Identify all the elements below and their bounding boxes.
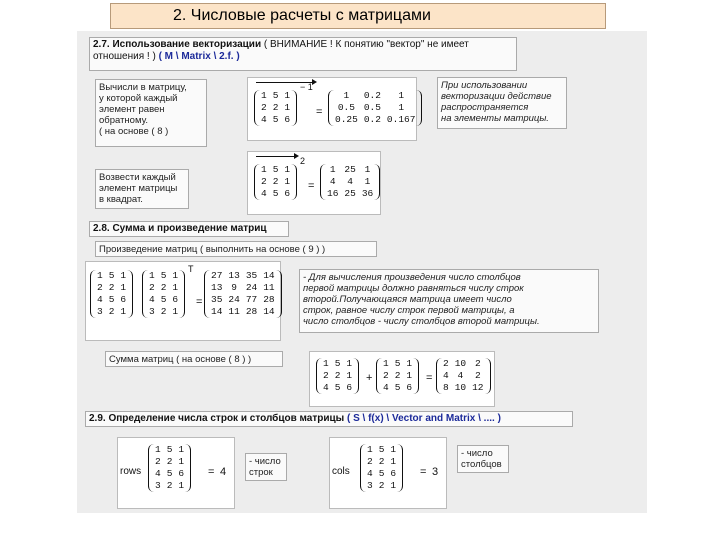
matrix-cell: 25 <box>344 164 356 175</box>
matrix-cell: 6 <box>346 382 353 393</box>
base-matrix <box>316 358 359 394</box>
vector-note-line: распространяется <box>441 102 529 113</box>
section-2-7-header <box>89 37 517 71</box>
cols-label <box>457 445 509 473</box>
matrix-cell: 25 <box>344 188 356 199</box>
matrix-cell: 3 <box>367 480 373 491</box>
plus-sign: + <box>366 372 373 384</box>
matrix-cell: 2 <box>367 456 373 467</box>
matrix-cell: 1 <box>398 102 405 113</box>
product-rule-line: число столбцов - числу столбцов второй матрицы. <box>303 316 540 327</box>
rows-result: 4 <box>220 466 227 478</box>
matrix-cell: 4 <box>323 382 329 393</box>
matrix-cell: 0.2 <box>363 114 381 125</box>
cols-result: 3 <box>432 466 439 478</box>
product-note-text: Произведение матриц ( выполнить на основе ( 9 ) ) <box>99 244 326 255</box>
section-2-8-header <box>89 221 289 237</box>
matrix-cell: 1 <box>120 306 127 317</box>
matrix-cell: 10 <box>454 358 467 369</box>
matrix-cell: 2 <box>155 456 161 467</box>
matrix-cell: 2 <box>272 102 279 113</box>
matrix-cell: 77 <box>245 294 258 305</box>
matrix-cell: 1 <box>390 456 397 467</box>
matrix-cell: 0.5 <box>363 102 381 113</box>
equals-sign: = <box>420 466 427 478</box>
rows-function: rows <box>120 466 142 477</box>
matrix-cell: 2 <box>261 102 267 113</box>
square-note-line: элемент матрицы <box>99 183 178 194</box>
equals-sign: = <box>308 180 315 192</box>
matrix-cell: 1 <box>261 164 267 175</box>
matrix-cell: 4 <box>457 370 464 381</box>
inverse-note-line: у которой каждый <box>99 93 178 104</box>
matrix-cell: 1 <box>346 358 353 369</box>
matrix-cell: 9 <box>231 282 237 293</box>
matrix-cell: 5 <box>334 382 341 393</box>
matrix-cell: 4 <box>367 468 373 479</box>
matrix-cell: 2 <box>323 370 329 381</box>
matrix-cell: 6 <box>390 468 397 479</box>
matrix-cell: 1 <box>383 358 389 369</box>
inverse-note <box>95 79 207 147</box>
matrix-cell: 5 <box>108 294 115 305</box>
vector-note-line: При использовании <box>441 80 528 91</box>
matrix-cell: 4 <box>329 176 336 187</box>
section-2-7-hint: ( M \ Matrix \ 2.f. ) <box>158 51 240 62</box>
matrix-cell: 3 <box>155 480 161 491</box>
matrix-cell: 2 <box>334 370 341 381</box>
matrix-cell: 1 <box>406 370 413 381</box>
section-2-7-note-cont: отношения ! ) <box>93 51 159 62</box>
equals-sign: = <box>196 296 203 308</box>
matrix-cell: 6 <box>284 188 291 199</box>
rows-label-line: - число <box>249 456 281 467</box>
matrix-cell: 1 <box>120 270 127 281</box>
matrix-cell: 5 <box>378 468 385 479</box>
matrix-cell: 5 <box>334 358 341 369</box>
product-rule-line: первой матрицы должно равняться числу строк <box>303 283 524 294</box>
transpose-mark: T <box>188 264 194 274</box>
matrix-cell: 4 <box>261 188 267 199</box>
matrix-cell: 1 <box>367 444 373 455</box>
rows-label-line: строк <box>249 467 273 478</box>
matrix-cell: 16 <box>327 188 339 199</box>
matrix-cell: 1 <box>172 282 179 293</box>
square-expression <box>247 151 381 215</box>
matrix-cell: 2 <box>97 282 103 293</box>
sum-expression <box>309 351 495 407</box>
equals-sign: = <box>426 372 433 384</box>
matrix-cell: 3 <box>149 306 155 317</box>
matrix-cell: 11 <box>263 282 275 293</box>
inverse-expression <box>247 77 417 141</box>
matrix-cell: 28 <box>245 306 258 317</box>
matrix-cell: 6 <box>406 382 413 393</box>
base-matrix <box>254 90 297 126</box>
matrix-cell: 2 <box>108 282 115 293</box>
matrix-cell: 0.25 <box>335 114 358 125</box>
inverse-note-line: элемент равен <box>99 104 165 115</box>
matrix-cell: 0.167 <box>386 114 416 125</box>
matrix-cell: 1 <box>398 90 405 101</box>
matrix-cell: 4 <box>149 294 155 305</box>
product-rule-line: строк, равное числу строк первой матрицы, а <box>303 305 515 316</box>
square-result-matrix <box>320 164 380 200</box>
matrix-cell: 1 <box>97 270 103 281</box>
matrix-cell: 2 <box>272 176 279 187</box>
matrix-cell: 2 <box>166 480 173 491</box>
matrix-cell: 1 <box>406 358 413 369</box>
matrix-cell: 5 <box>160 270 167 281</box>
inverse-result-matrix <box>328 90 422 126</box>
matrix-cell: 1 <box>178 456 185 467</box>
section-2-9-header <box>85 411 573 427</box>
matrix-cell: 35 <box>211 294 223 305</box>
matrix-cell: 6 <box>172 294 179 305</box>
matrix-cell: 1 <box>261 90 267 101</box>
matrix-cell: 6 <box>178 468 185 479</box>
matrix-cell: 12 <box>472 382 484 393</box>
sum-note-text: Сумма матриц ( на основе ( 8 ) ) <box>109 354 252 365</box>
base-matrix <box>376 358 419 394</box>
matrix-cell: 2 <box>378 480 385 491</box>
matrix-cell: 36 <box>361 188 374 199</box>
matrix-cell: 13 <box>228 270 240 281</box>
matrix-cell: 4 <box>97 294 103 305</box>
section-2-7-title: 2.7. Использование векторизации <box>93 39 262 50</box>
matrix-cell: 27 <box>211 270 223 281</box>
matrix-cell: 1 <box>149 270 155 281</box>
matrix-cell: 1 <box>329 164 336 175</box>
slide-title: 2. Числовые расчеты с матрицами <box>173 7 431 24</box>
matrix-cell: 1 <box>120 282 127 293</box>
slide-title-bar <box>110 3 606 29</box>
matrix-cell: 14 <box>263 270 275 281</box>
sum-note <box>105 351 283 367</box>
matrix-cell: 28 <box>263 294 275 305</box>
matrix-cell: 5 <box>166 468 173 479</box>
base-matrix <box>254 164 297 200</box>
matrix-cell: 1 <box>364 164 371 175</box>
matrix-cell: 10 <box>454 382 467 393</box>
product-expression <box>85 261 281 341</box>
matrix-cell: 13 <box>211 282 223 293</box>
product-rule-line: - Для вычисления произведения число столбцов <box>303 272 521 283</box>
cols-label-line: - число <box>461 448 493 459</box>
matrix-cell: 0.5 <box>337 102 355 113</box>
matrix-cell: 1 <box>343 90 350 101</box>
sum-result-matrix <box>436 358 491 394</box>
matrix-cell: 2 <box>149 282 155 293</box>
matrix-cell: 35 <box>245 270 258 281</box>
big-matrix <box>148 444 191 492</box>
vector-note-line: векторизации действие <box>441 91 552 102</box>
matrix-cell: 4 <box>347 176 353 187</box>
matrix-cell: 2 <box>474 358 481 369</box>
matrix-cell: 2 <box>160 306 167 317</box>
big-matrix <box>90 270 133 318</box>
inverse-note-line: обратному. <box>99 115 149 126</box>
matrix-cell: 5 <box>272 164 279 175</box>
matrix-cell: 1 <box>284 176 291 187</box>
matrix-cell: 6 <box>284 114 291 125</box>
matrix-cell: 1 <box>155 444 161 455</box>
matrix-cell: 0.2 <box>363 90 381 101</box>
equals-sign: = <box>208 466 215 478</box>
rows-expression <box>117 437 235 509</box>
matrix-cell: 1 <box>346 370 353 381</box>
matrix-cell: 5 <box>394 382 401 393</box>
matrix-cell: 2 <box>378 456 385 467</box>
matrix-cell: 5 <box>272 188 279 199</box>
matrix-cell: 5 <box>108 270 115 281</box>
matrix-cell: 1 <box>364 176 371 187</box>
matrix-cell: 14 <box>211 306 223 317</box>
product-rule-line: второй.Получающаяся матрица имеет число <box>303 294 512 305</box>
section-2-8-title: 2.8. Сумма и произведение матриц <box>93 223 267 234</box>
matrix-cell: 1 <box>284 164 291 175</box>
square-power: 2 <box>300 156 306 166</box>
section-2-9-title: 2.9. Определение числа строк и столбцов матрицы <box>89 413 345 424</box>
matrix-cell: 2 <box>394 370 401 381</box>
matrix-cell: 5 <box>394 358 401 369</box>
matrix-cell: 5 <box>160 294 167 305</box>
rows-label <box>245 453 287 481</box>
matrix-cell: 14 <box>263 306 275 317</box>
matrix-cell: 2 <box>383 370 389 381</box>
matrix-cell: 1 <box>284 90 291 101</box>
square-note-line: Возвести каждый <box>99 172 176 183</box>
inverse-note-line: Вычисли в матрицу, <box>99 82 187 93</box>
matrix-cell: 8 <box>443 382 449 393</box>
matrix-cell: 4 <box>443 370 449 381</box>
matrix-cell: 5 <box>378 444 385 455</box>
matrix-cell: 3 <box>97 306 103 317</box>
matrix-cell: 24 <box>228 294 240 305</box>
big-matrix-transposed <box>142 270 185 318</box>
matrix-cell: 24 <box>245 282 258 293</box>
matrix-cell: 1 <box>172 270 179 281</box>
scanned-worksheet <box>77 31 647 513</box>
matrix-cell: 5 <box>272 114 279 125</box>
matrix-cell: 1 <box>390 480 397 491</box>
product-note <box>95 241 377 257</box>
matrix-cell: 1 <box>284 102 291 113</box>
matrix-cell: 2 <box>108 306 115 317</box>
cols-function: cols <box>332 466 350 477</box>
matrix-cell: 1 <box>172 306 179 317</box>
matrix-cell: 2 <box>160 282 167 293</box>
matrix-cell: 4 <box>155 468 161 479</box>
section-2-9-hint: ( S \ f(x) \ Vector and Matrix \ .... ) <box>346 413 501 424</box>
section-2-7-note: ( ВНИМАНИЕ ! К понятию "вектор" не имеет <box>261 39 469 50</box>
matrix-cell: 2 <box>443 358 449 369</box>
big-matrix <box>360 444 403 492</box>
vector-note-line: на элементы матрицы. <box>441 113 549 124</box>
vectorization-note <box>437 77 567 129</box>
matrix-cell: 5 <box>166 444 173 455</box>
matrix-cell: 2 <box>474 370 481 381</box>
matrix-cell: 1 <box>323 358 329 369</box>
inverse-note-line: ( на основе ( 8 ) <box>99 126 169 137</box>
cols-expression <box>329 437 447 509</box>
product-result-matrix <box>204 270 282 318</box>
matrix-cell: 1 <box>390 444 397 455</box>
product-rule-note <box>299 269 599 333</box>
matrix-cell: 1 <box>178 444 185 455</box>
matrix-cell: 11 <box>228 306 240 317</box>
matrix-cell: 6 <box>120 294 127 305</box>
matrix-cell: 2 <box>166 456 173 467</box>
square-note <box>95 169 189 209</box>
square-note-line: в квадрат. <box>99 194 143 205</box>
equals-sign: = <box>316 106 323 118</box>
cols-label-line: столбцов <box>461 459 502 470</box>
inverse-power: − 1 <box>300 82 313 92</box>
matrix-cell: 5 <box>272 90 279 101</box>
matrix-cell: 2 <box>261 176 267 187</box>
matrix-cell: 4 <box>383 382 389 393</box>
matrix-cell: 4 <box>261 114 267 125</box>
vectorize-arrow <box>256 156 296 157</box>
matrix-cell: 1 <box>178 480 185 491</box>
